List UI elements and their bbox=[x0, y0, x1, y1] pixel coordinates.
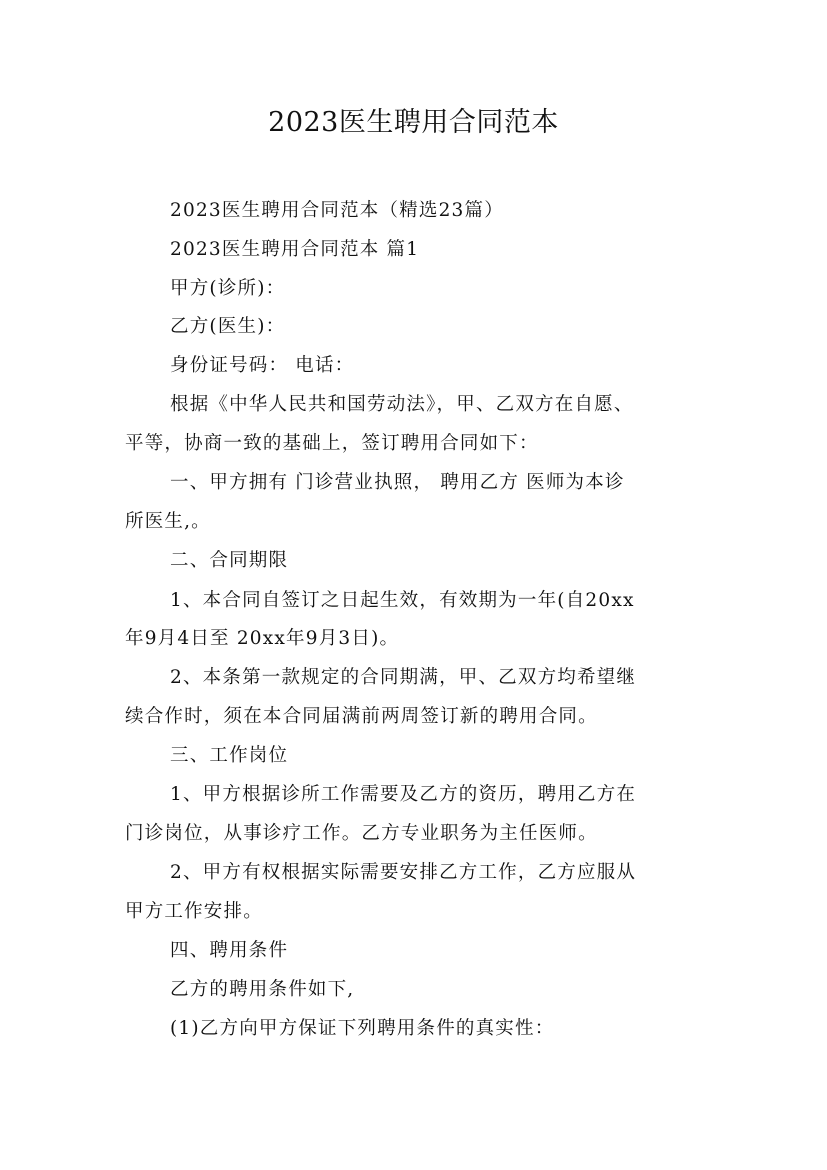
document-paragraph-line: 年9月4日至 20xx年9月3日)。 bbox=[125, 628, 400, 649]
document-line-party-b: 乙方(医生)： bbox=[170, 316, 286, 337]
document-paragraph-line: (1)乙方向甲方保证下列聘用条件的真实性： bbox=[170, 1018, 555, 1039]
document-line-id-phone: 身份证号码： 电话： bbox=[170, 355, 355, 376]
document-paragraph-line: 根据《中华人民共和国劳动法》，甲、乙双方在自愿、 bbox=[170, 394, 634, 415]
document-paragraph-line: 所医生,。 bbox=[125, 511, 211, 532]
document-paragraph-line: 1、甲方根据诊所工作需要及乙方的资历，聘用乙方在 bbox=[170, 784, 637, 805]
document-paragraph-line: 1、本合同自签订之日起生效，有效期为一年(自20xx bbox=[170, 590, 635, 611]
document-title: 2023医生聘用合同范本 bbox=[268, 107, 559, 138]
document-paragraph-line: 甲方工作安排。 bbox=[125, 901, 263, 922]
document-paragraph-line: 门诊岗位，从事诊疗工作。乙方专业职务为主任医师。 bbox=[125, 823, 598, 844]
document-paragraph-line: 平等，协商一致的基础上，签订聘用合同如下： bbox=[125, 433, 539, 454]
document-paragraph-line: 续合作时，须在本合同届满前两周签订新的聘用合同。 bbox=[125, 706, 598, 727]
document-line-party-a: 甲方(诊所)： bbox=[170, 278, 286, 299]
document-paragraph-line: 2、本条第一款规定的合同期满，甲、乙双方均希望继 bbox=[170, 667, 637, 688]
document-section-heading: 四、聘用条件 bbox=[170, 940, 289, 961]
document-line-subtitle: 2023医生聘用合同范本（精选23篇） bbox=[170, 200, 504, 221]
document-section-heading: 三、工作岗位 bbox=[170, 745, 289, 766]
document-paragraph-line: 乙方的聘用条件如下, bbox=[170, 979, 355, 1000]
document-line-section-heading: 2023医生聘用合同范本 篇1 bbox=[170, 239, 420, 260]
document-paragraph-line: 一、甲方拥有 门诊营业执照， 聘用乙方 医师为本诊 bbox=[170, 472, 625, 493]
document-section-heading: 二、合同期限 bbox=[170, 550, 289, 571]
document-paragraph-line: 2、甲方有权根据实际需要安排乙方工作，乙方应服从 bbox=[170, 862, 637, 883]
